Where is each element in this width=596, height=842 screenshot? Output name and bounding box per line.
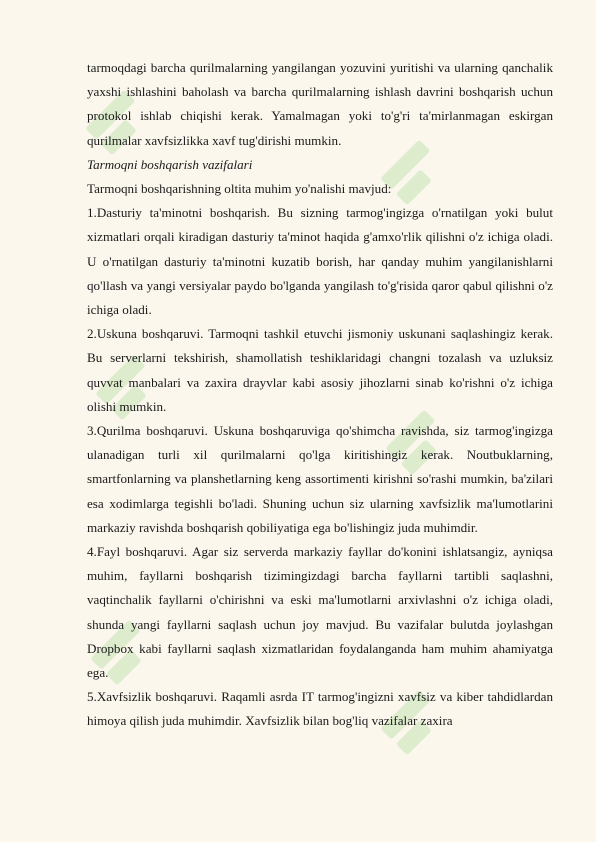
paragraph-6: 4.Fayl boshqaruvi. Agar siz serverda markaziy fayllar do'konini ishlatsangiz, ayniqsa muhim, fayllarni boshqarish tizimingizdagi barcha fayllarni tartibli saqlashni, vaqtinchalik fayllarni o'chirishni va eski ma'lumotlarni arxivlashni o'z ichiga oladi, shunda yangi fayllarni saqlash uchun joy mavjud. Bu vazifalar bulutda joylashgan Dropbox kabi fayllarni saqlash xizmatlaridan foydalanganda ham muhim ahamiyatga ega. (87, 544, 553, 681)
paragraph-2: Tarmoqni boshqarishning oltita muhim yo'nalishi mavjud: (87, 181, 392, 197)
paragraph-7: 5.Xavfsizlik boshqaruvi. Raqamli asrda IT tarmog'ingizni xavfsiz va kiber tahdidlardan himoya qilish juda muhimdir. Xavfsizlik bilan bog'liq vazifalar zaxira (87, 689, 553, 729)
paragraph-1: tarmoqdagi barcha qurilmalarning yangilangan yozuvini yuritishi va ularning qanchalik yaxshi ishlashini baholash va barcha qurilmalarning ishlash davrini boshqarish uchun protokol ishlab chiqishi kerak. Yamalmagan yoki to'g'ri ta'mirlanmagan eskirgan qurilmalar xavfsizlikka xavf tug'dirishi mumkin. (87, 60, 553, 148)
paragraph-5: 3.Qurilma boshqaruvi. Uskuna boshqaruviga qo'shimcha ravishda, siz tarmog'ingizga ulanadigan turli xil qurilmalarni qo'lga kiritishingiz kerak. Noutbuklarning, smartfonlarning va planshetlarning keng assortimenti kirishni so'rashi mumkin, ba'zilari esa xodimlarga tegishli bo'ladi. Shuning uchun siz ularning xavfsizlik ma'lumotlarini markaziy ravishda boshqarish qobiliyatiga ega bo'lishingiz juda muhimdir. (87, 423, 553, 535)
paragraph-4: 2.Uskuna boshqaruvi. Tarmoqni tashkil etuvchi jismoniy uskunani saqlashingiz kerak. Bu serverlarni tekshirish, shamollatish teshiklaridagi changni tozalash va uzluksiz quvvat manbalari va zaxira drayvlar kabi asosiy jihozlarni sinab ko'rishni o'z ichiga olishi mumkin. (87, 326, 553, 414)
paragraph-3: 1.Dasturiy ta'minotni boshqarish. Bu sizning tarmog'ingizga o'rnatilgan yoki bulut xizmatlari orqali kiradigan dasturiy ta'minot haqida g'amxo'rlik qilishni o'z ichiga oladi. U o'rnatilgan dasturiy ta'minotni kuzatib borish, har qanday muhim yangilanishlarni qo'llash va yangi versiyalar paydo bo'lganda yangilash to'g'risida qaror qabul qilishni o'z ichiga oladi. (87, 205, 553, 318)
section-heading: Tarmoqni boshqarish vazifalari (87, 156, 253, 172)
document-body (87, 56, 553, 734)
